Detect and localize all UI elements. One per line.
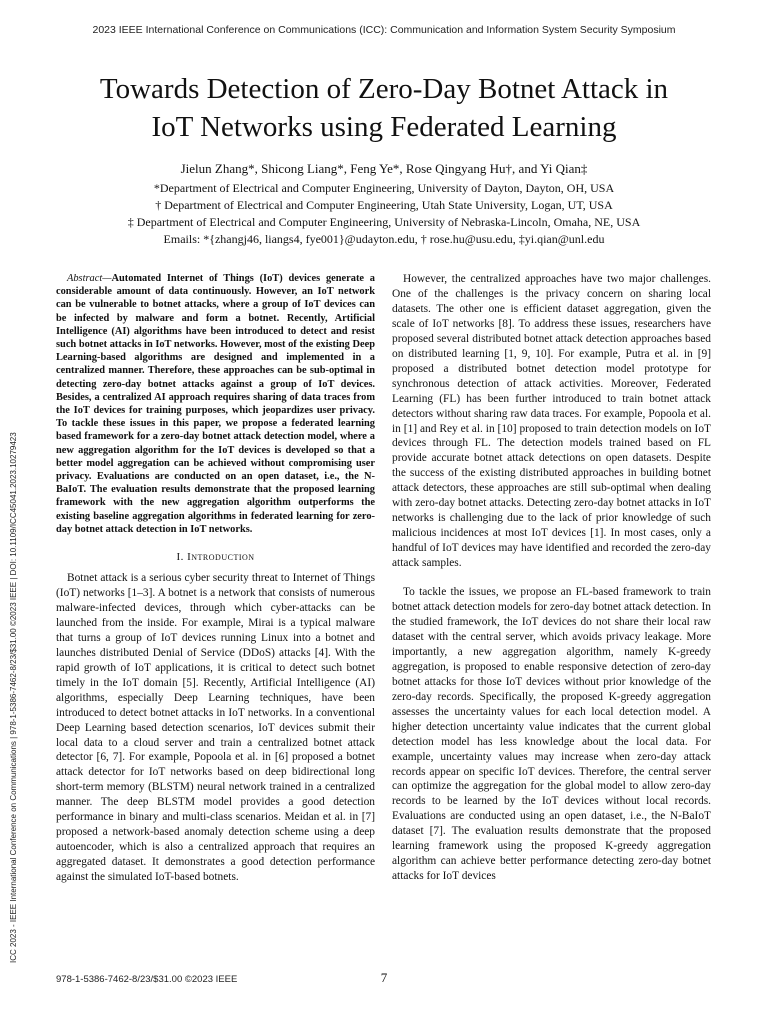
abstract — [56, 272, 375, 536]
author-list: Jielun Zhang*, Shicong Liang*, Feng Ye*, Rose Qingyang Hu†, and Yi Qian‡ — [180, 161, 588, 176]
doi-sidebar: ICC 2023 - IEEE International Conference on Communications | 978-1-5386-7462-8/23/$31.00 ©2023 IEEE | DOI: 10.1109/ICC45041.2023.10279423 — [9, 432, 18, 963]
affiliation-nebraska: ‡ Department of Electrical and Computer Engineering, University of Nebraska-Lincoln, Omaha, NE, USA — [127, 215, 641, 229]
left-column — [56, 272, 375, 885]
footer-copyright: 978-1-5386-7462-8/23/$31.00 ©2023 IEEE — [56, 974, 238, 985]
author-emails: Emails: *{zhangj46, liangs4, fye001}@udayton.edu, † rose.hu@usu.edu, ‡yi.qian@unl.edu — [163, 232, 605, 246]
abstract-lead: Abstract— — [67, 273, 112, 284]
section-number: I. — [176, 551, 184, 564]
abstract-text: Automated Internet of Things (IoT) devices generate a considerable amount of data continuously. However, an IoT network can be vulnerable to botnet attacks, where a group of IoT devices can be infected by malware and form a botnet. Recently, Artificial Intelligence (AI) algorithms have been introduced to detect and resist such botnet attacks in IoT networks. However, most of the existing Deep Learning-based algorithms are designed and implemented in a centralized manner. Therefore, these approaches can be sub-optimal in detecting zero-day botnet attacks against a group of IoT devices. Besides, a centralized AI approach requires sharing of data traces from the IoT devices for training purposes, which jeopardizes user privacy. To tackle these issues in this paper, we propose a federated learning based framework for a zero-day botnet attack detection model, where a new aggregation algorithm for the IoT devices is developed so that a better model aggregation can be achieved without compromising user privacy. Evaluations are conducted on an open dataset, i.e., the N-BaIoT. The evaluation results demonstrate that the proposed learning framework with the new aggregation algorithm outperforms the existing baseline aggregation algorithms in federated learning for zero-day botnet attack detection in IoT networks. — [56, 273, 375, 535]
affiliation-utah: † Department of Electrical and Computer Engineering, Utah State University, Logan, UT, USA — [155, 198, 613, 212]
intro-paragraph-3: To tackle the issues, we propose an FL-based framework to train botnet attack detection models for zero-day botnet attack detection. In the studied framework, the IoT devices do not share their local raw dataset with the central server, which avoids privacy leakage. More importantly, a new aggregation algorithm, namely K-greedy aggregation, is proposed to enable responsive detection of zero-day botnet attacks for those IoT devices without prior knowledge of the zero-day records. Specifically, the proposed K-greedy aggregation assesses the uncertainty values for each local detection model. A higher detection uncertainty value indicates that the current global detection model has less knowledge about the local data. For example, uncertainty values may increase when zero-day attack records appear on specific IoT devices. Therefore, the central server can optimize the aggregation for the global model to allow zero-day records to be learned by the IoT devices without local records. Evaluations are conducted using an open dataset, i.e., the N-BaIoT dataset [7]. The evaluation results demonstrate that the proposed learning framework using the proposed K-greedy aggregation algorithm can achieve better performance detecting zero-day botnet attacks for IoT devices — [392, 586, 711, 883]
intro-paragraph-1: Botnet attack is a serious cyber security threat to Internet of Things (IoT) networks [1–3]. A botnet is a network that consists of numerous malware-infected devices, through which cyber-attacks can be launched from the inside. For example, Mirai is a typical malware that turns a group of IoT devices running Linux into a botnet and launches distributed Denial of Service (DDoS) attacks [4]. With the rapid growth of IoT applications, it is critical to detect such botnet timely in the IoT domain [5]. Recently, Artificial Intelligence (AI) algorithms, especially Deep Learning techniques, have been introduced to detect botnet attacks in IoT networks. In a conventional Deep Learning based detection scenarios, IoT devices submit their local data to a cloud server and train a centralized botnet attack detector [6, 7]. For example, Popoola et al. in [6] proposed a botnet attack detector for IoT networks based on deep bidirectional long short-term memory (BLSTM) neural network trained in a centralized manner. The deep BLSTM model provides a good detection performance in binary and multi-class scenarios. Meidan et al. in [7] proposed a network-based anomaly detection scheme using a deep autoencoder, which is also a centralized approach that requires an aggregated dataset. It demonstrates a good detection performance against the simulated IoT-based botnets. — [56, 572, 375, 884]
conference-header: 2023 IEEE International Conference on Communications (ICC): Communication and Information System Security Symposium — [92, 24, 676, 36]
title-line-2: IoT Networks using Federated Learning — [151, 111, 617, 143]
title-line-1: Towards Detection of Zero-Day Botnet Attack in — [99, 73, 669, 105]
intro-paragraph-2: However, the centralized approaches have two major challenges. One of the challenges is the privacy concern on sharing local datasets. The other one is efficient dataset aggregation, given the scale of IoT networks [8]. To address these issues, researchers have proposed several distributed botnet attack detection approaches based on distributed learning [1, 9, 10]. For example, Putra et al. in [9] proposed a distributed botnet detection model prototype for synchronous detection of attack activities. Moreover, Federated Learning (FL) has been further introduced to train botnet attack detectors without sharing raw data traces. For example, Popoola et al. in [1] and Rey et al. in [10] proposed to train detection models on IoT devices through FL. The detection models trained based on FL provide accurate botnet attack detections on open datasets. Despite the success of the existing distributed approaches in building botnet attack detectors, these approaches are still sub-optimal when dealing with zero-day botnet attacks. Detecting zero-day botnet attacks in IoT networks is challenging due to the lack of prior knowledge of such malicious incidences at most IoT devices [1]. In most cases, only a handful of IoT devices may have identified and recorded the zero-day attack samples. — [392, 273, 711, 570]
section-heading-introduction — [56, 550, 375, 565]
affiliations — [0, 180, 768, 248]
paper-title — [40, 70, 728, 146]
affiliation-dayton: *Department of Electrical and Computer Engineering, University of Dayton, Dayton, OH, USA — [153, 181, 615, 195]
right-column — [392, 272, 711, 884]
section-title: Introduction — [187, 551, 255, 564]
page-number: 7 — [380, 970, 388, 985]
